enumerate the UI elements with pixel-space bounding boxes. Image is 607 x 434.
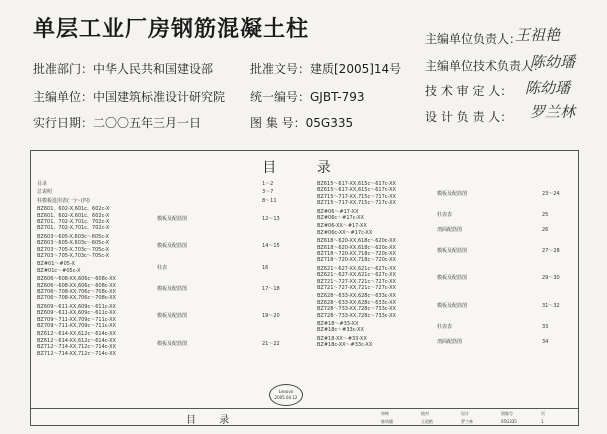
title-block-label: 图集号 — [501, 411, 513, 416]
title-block-value: 1 — [541, 419, 544, 424]
toc-entry-page: 23～24 — [542, 190, 560, 197]
toc-entry-page: 16 — [262, 264, 269, 271]
title-block-title: 目 录 — [186, 415, 240, 426]
toc-entry-code: BZ#06～#17-XX BZ#06c～#17c-XX — [317, 208, 364, 221]
title-block-value: 陈幼璠 — [381, 419, 393, 424]
toc-entry — [317, 293, 567, 321]
page-title: 单层工业厂房钢筋混凝土柱 — [33, 17, 310, 42]
toc-entry — [37, 181, 287, 189]
toc-entry — [317, 321, 567, 336]
toc-entry-code: BZ601、602-X,601c、602c-X BZ601、602-X,601c、602c-X BZ701、702-X,701c、702c-X BZ701、702-X,701c、702c-X — [37, 206, 110, 232]
toc-entry-label: 柱表 — [157, 264, 168, 271]
toc-entry — [37, 331, 287, 359]
stamp-line-1: Lenovo — [278, 389, 294, 394]
toc-entry-label: 模板及配筋图 — [157, 313, 188, 320]
toc-entry-code: BZ609～611-XX,609c～611c-XX BZ609～611-XX,609c～611c-XX BZ709～711-XX,709c～711c-XX BZ709～711-XX,709c～711c-XX — [37, 303, 116, 329]
toc-entry-page: 34 — [542, 338, 549, 345]
toc-entry — [317, 181, 567, 209]
received-stamp — [269, 384, 303, 406]
toc-left-column — [37, 181, 287, 359]
toc-heading: 目 录 — [262, 160, 349, 176]
approval-number: 批准文号：建质[2005]14号 — [250, 62, 402, 76]
toc-entry-code: BZ#06-XX～#17-XX BZ#06c-XX～#17c-XX — [317, 223, 373, 236]
title-block-label: 审核 — [381, 411, 389, 416]
toc-entry-label: 模板及配筋图 — [437, 302, 468, 309]
toc-entry-label: 柱表表 — [437, 211, 453, 218]
toc-entry-page: 17～18 — [262, 285, 280, 292]
toc-entry — [37, 234, 287, 262]
toc-entry — [37, 304, 287, 332]
toc-entry-label: 模板及配筋图 — [157, 215, 188, 222]
toc-entry-code: BZ606～608-XX,606c～608c-XX BZ606～608-XX,606c～608c-XX BZ706～708-XX,706c～708c-XX BZ706～708-XX,706c～708c-XX — [37, 276, 116, 302]
toc-entry-code: 总说明 — [37, 189, 53, 196]
title-block-label: 设计 — [461, 411, 469, 416]
toc-entry — [37, 189, 287, 197]
toc-entry-label: 模板及配筋图 — [437, 247, 468, 254]
effective-date: 实行日期：二〇〇五年三月一日 — [33, 116, 202, 130]
toc-entry — [37, 276, 287, 304]
toc-entry-label: 模板及配筋图 — [157, 285, 188, 292]
stamp-line-2: 2005.04.12 — [274, 395, 298, 400]
title-block-label: 校对 — [421, 411, 429, 416]
toc-entry-page: 27～28 — [542, 247, 560, 254]
toc-entry — [317, 223, 567, 238]
toc-entry-label: 模板及配筋图 — [437, 275, 468, 282]
toc-entry — [317, 209, 567, 224]
toc-entry-page: 8～11 — [262, 197, 277, 204]
toc-entry-code: BZ#18-XX～#33-XX BZ#18c-XX～#33c-XX — [317, 335, 373, 349]
toc-entry-label: 剖面配筋图 — [437, 338, 463, 345]
signature-name: 王祖艳 — [515, 26, 561, 44]
title-block-label: 页 — [541, 411, 545, 416]
signature-role: 主编单位负责人： — [425, 32, 522, 46]
toc-entry-label: 模板及配筋图 — [157, 340, 188, 347]
signature-name: 罗兰林 — [530, 103, 576, 121]
toc-entry-page: 33 — [542, 324, 549, 331]
toc-entry-page: 31～32 — [542, 302, 560, 309]
title-block-value: 罗兰林 — [461, 419, 473, 424]
signature-role: 主编单位技术负责人： — [425, 59, 546, 73]
toc-right-column — [317, 181, 567, 351]
toc-entry-code: BZ618～620-XX,618c～620c-XX BZ618～620-XX,618c～620c-XX BZ718～720-XX,718c～720c-XX BZ718～720-XX,718c～720c-XX — [317, 238, 396, 264]
toc-entry-code: BZ#18～#33-XX BZ#18c～#33c-XX — [317, 320, 364, 334]
toc-entry — [317, 266, 567, 294]
toc-entry-page: 12～13 — [262, 215, 280, 222]
toc-entry-label: 模板及配筋图 — [437, 190, 468, 197]
toc-entry-label: 柱表表 — [437, 324, 453, 331]
toc-entry-page: 14～15 — [262, 243, 280, 250]
toc-entry-page: 3～7 — [262, 189, 274, 196]
toc-entry-page: 21～22 — [262, 340, 280, 347]
approval-dept: 批准部门：中华人民共和国建设部 — [33, 62, 214, 76]
unified-number: 统一编号：GJBT-793 — [250, 90, 365, 104]
toc-entry-label: 剖面配筋图 — [437, 226, 463, 233]
signature-role: 设 计 负 责 人： — [425, 110, 513, 124]
signature-role: 技 术 审 定 人： — [425, 84, 513, 98]
title-block-value: 王祖艳 — [421, 419, 433, 424]
atlas-number: 图 集 号：05G335 — [250, 116, 354, 130]
title-block-cells — [381, 409, 579, 427]
toc-entry-code: BZ612～614-XX,612c～614c-XX BZ612～614-XX,612c～614c-XX BZ712～714-XX,712c～714c-XX BZ712～714-XX,712c～714c-XX — [37, 331, 116, 357]
toc-entry-code: BZ#01～#05-X BZ#01c～#05c-X — [37, 261, 81, 274]
contents-sheet — [30, 150, 579, 426]
toc-entry — [37, 206, 287, 234]
toc-entry — [317, 238, 567, 266]
toc-entry-code: 目录 — [37, 181, 48, 187]
editing-unit: 主编单位：中国建筑标准设计研究院 — [33, 90, 226, 104]
toc-entry-code: BZ621～627-XX,621c～627c-XX BZ621～627-XX,621c～627c-XX BZ721～727-XX,721c～727c-XX BZ721～727-XX,721c～727c-XX — [317, 265, 396, 291]
toc-entry-page: 29～30 — [542, 275, 560, 282]
toc-entry-label: 模板及配筋图 — [157, 243, 188, 250]
toc-entry — [317, 336, 567, 351]
toc-entry-page: 19～20 — [262, 313, 280, 320]
toc-entry-page: 25 — [542, 211, 549, 218]
signature-name: 陈幼璠 — [525, 79, 571, 97]
title-block-value: 05G335 — [501, 419, 517, 424]
toc-entry-page: 1～2 — [262, 181, 274, 187]
toc-entry-code: BZ615～617-XX,615c～617c-XX BZ615～617-XX,615c～617c-XX BZ715～717-XX,715c～717c-XX BZ715～717-XX,715c～717c-XX — [317, 181, 396, 207]
toc-entry-page: 26 — [542, 226, 549, 233]
toc-entry-code: 柱模板选用表(一)～(四) — [37, 197, 90, 204]
toc-entry-code: BZ628～633-XX,628c～633c-XX BZ628～633-XX,628c～633c-XX BZ728～733-XX,728c～733c-XX BZ728～733-XX,728c～733c-XX — [317, 293, 396, 319]
toc-entry — [37, 198, 287, 206]
title-block — [31, 408, 579, 427]
toc-entry — [37, 261, 287, 276]
toc-entry-code: BZ603～605-X,603c～605c-X BZ603～605-X,603c～605c-X BZ703～705-X,703c～705c-X BZ703～705-X,703c～705c-X — [37, 233, 110, 259]
signature-name: 陈幼璠 — [530, 53, 576, 71]
